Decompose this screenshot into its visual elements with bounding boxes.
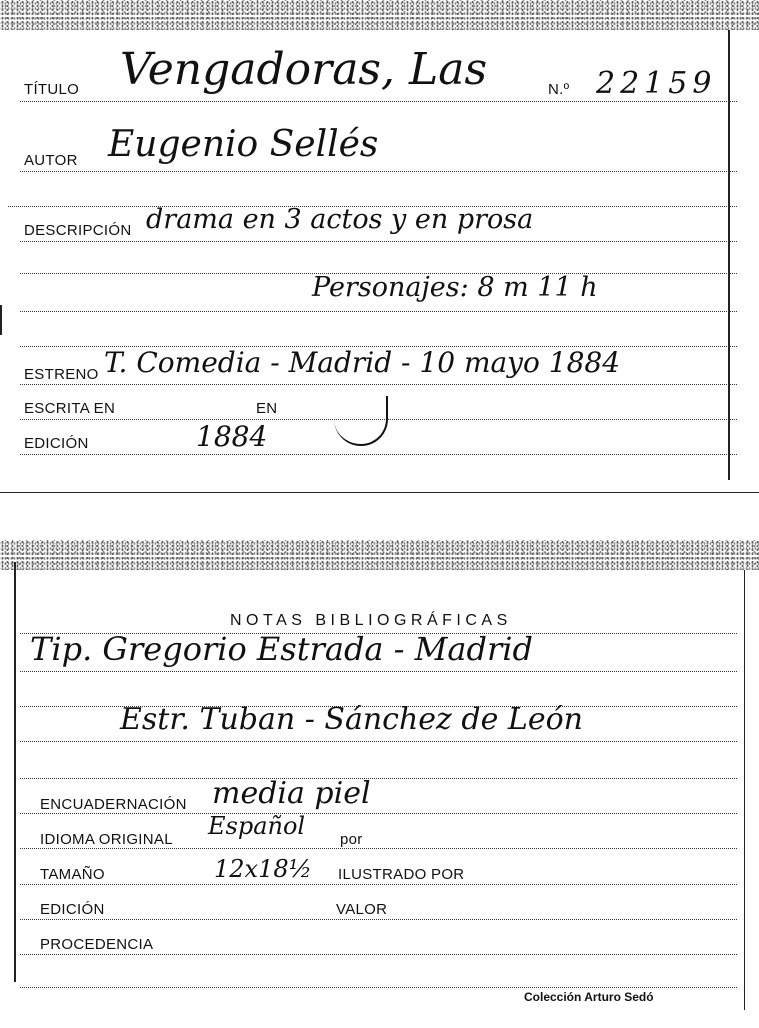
personajes-value: Personajes: 8 m 11 h [312,272,598,303]
card-left-edge [14,562,16,982]
escrita-label: ESCRITA EN [24,400,116,417]
estreno-value: T. Comedia - Madrid - 10 mayo 1884 [104,346,621,379]
edicion-label: EDICIÓN [24,435,89,452]
tamano-label: TAMAÑO [40,866,105,883]
descripcion-value: drama en 3 actos y en prosa [146,204,534,235]
collection-footer: Colección Arturo Sedó [524,990,654,1004]
ink-mark [334,396,388,446]
autor-label: AUTOR [24,152,78,169]
tamano-value: 12x18½ [214,855,312,883]
titulo-label: TÍTULO [24,81,80,98]
notas-title: NOTAS BIBLIOGRÁFICAS [230,612,512,629]
valor-label: VALOR [336,901,388,918]
rule-blank-6 [20,986,737,988]
ilustrado-label: ILUSTRADO POR [338,866,465,883]
card-right-edge [728,30,730,480]
rule-tamano [20,883,737,885]
nota-1-value: Tip. Gregorio Estrada - Madrid [30,630,533,668]
speckled-border-top [0,0,759,30]
encuadernacion-label: ENCUADERNACIÓN [40,796,187,813]
edicion-value: 1884 [196,420,268,453]
rule-blank-5 [20,777,737,779]
descripcion-label: DESCRIPCIÓN [24,222,132,239]
rule-edicion [20,453,737,455]
por-label: por [340,831,363,848]
autor-value: Eugenio Sellés [108,124,379,165]
rule-procedencia [20,953,737,955]
numero-value: 22159 [596,66,717,101]
encuadernacion-value: media piel [212,776,371,811]
card-left-mark [0,305,2,335]
rule-autor [20,170,737,172]
rule-nota-2 [20,740,737,742]
estreno-label: ESTRENO [24,366,99,383]
card-right-edge [744,570,745,1010]
titulo-value: Vengadoras, Las [120,44,488,95]
rule-edicion-2 [20,918,737,920]
catalog-card-top [0,0,759,495]
rule-descripcion [20,240,737,242]
rule-nota-1 [20,670,737,672]
en-label: EN [256,400,278,417]
idioma-label: IDIOMA ORIGINAL [40,831,173,848]
rule-personajes [20,310,737,312]
procedencia-label: PROCEDENCIA [40,936,154,953]
rule-estreno [20,383,737,385]
numero-label: N.º [548,81,570,98]
card-bottom-edge [0,492,759,493]
idioma-value: Español [208,812,306,840]
speckled-border-top [0,540,759,570]
edicion-2-label: EDICIÓN [40,901,105,918]
nota-2-value: Estr. Tuban - Sánchez de León [120,702,583,737]
